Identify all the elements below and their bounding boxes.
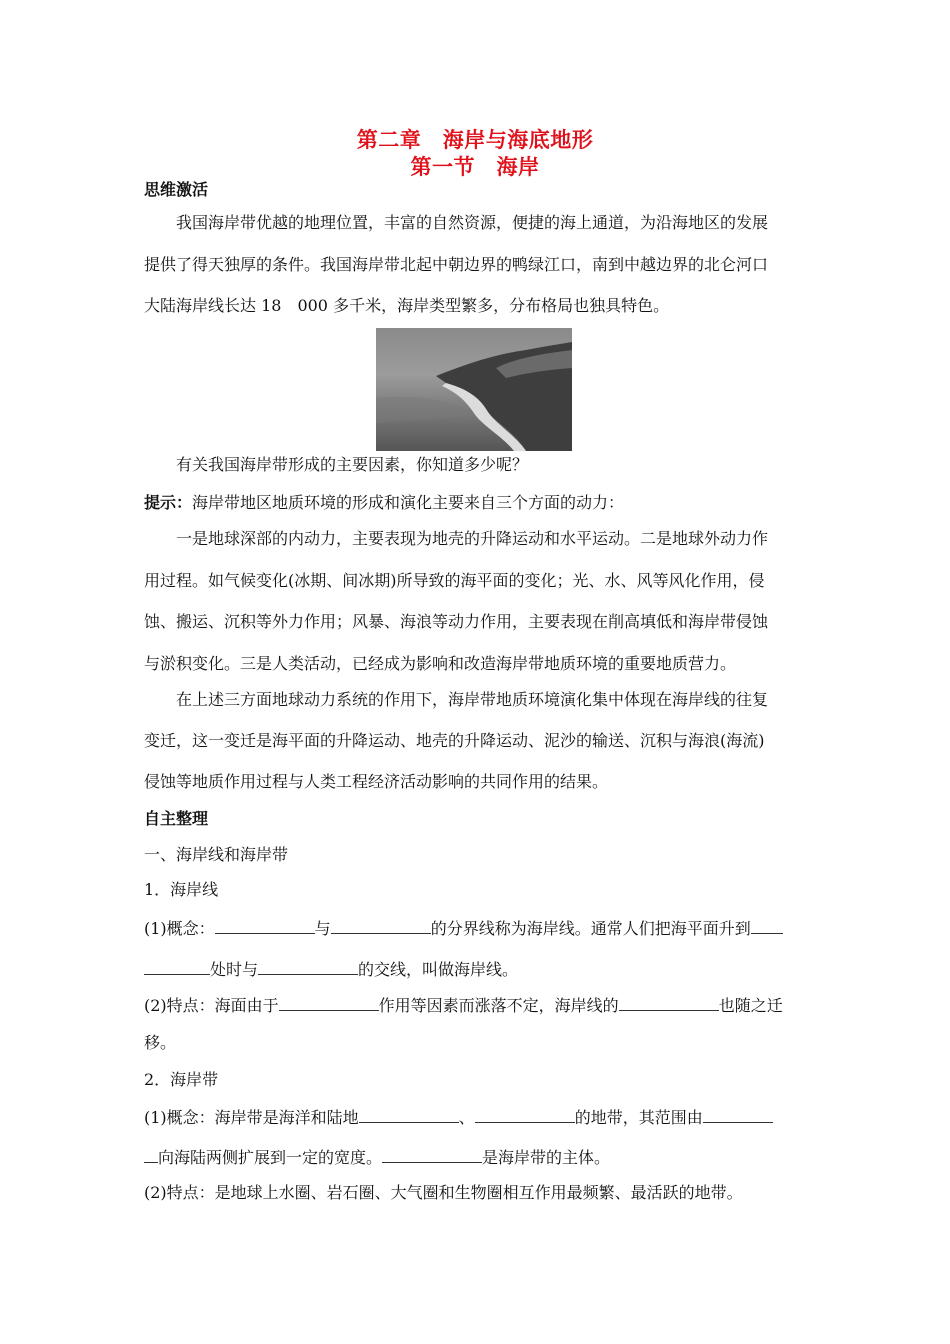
- hint-para2-line-3: 侵蚀等地质作用过程与人类工程经济活动影响的共同作用的结果。: [144, 772, 609, 791]
- thinking-para-line-3: 大陆海岸线长达 18 000 多千米，海岸类型繁多，分布格局也独具特色。: [144, 296, 670, 315]
- thinking-para-line-2: 提供了得天独厚的条件。我国海岸带北起中朝边界的鸭绿江口，南到中越边界的北仑河口: [144, 255, 769, 274]
- coastline-concept-line-2: 处时与 的交线，叫做海岸线。: [144, 958, 518, 980]
- hint-para1-line-1: 一是地球深部的内动力，主要表现为地壳的升降运动和水平运动。二是地球外动力作: [176, 529, 769, 548]
- fill-blank[interactable]: [359, 1106, 459, 1123]
- coastline-feature-line-1: (2)特点：海面由于 作用等因素而涨落不定，海岸线的 也随之迁: [144, 996, 783, 1015]
- fill-blank[interactable]: [258, 958, 358, 975]
- fill-blank[interactable]: [751, 917, 783, 934]
- coastzone-feature: (2)特点：是地球上水圈、岩石圈、大气圈和生物圈相互作用最频繁、最活跃的地带。: [144, 1183, 743, 1202]
- fill-blank[interactable]: [279, 994, 379, 1011]
- hint-para1-line-2: 用过程。如气候变化(冰期、间冰期)所导致的海平面的变化；光、水、风等风化作用，侵: [144, 571, 765, 590]
- fill-blank[interactable]: [144, 958, 210, 975]
- hint-para1-line-4: 与淤积变化。三是人类活动，已经成为影响和改造海岸带地质环境的重要地质营力。: [144, 654, 737, 673]
- coastline-photo: [376, 328, 572, 451]
- fill-blank[interactable]: [331, 917, 431, 934]
- fill-blank[interactable]: [475, 1106, 575, 1123]
- hint-label: 提示：: [144, 493, 193, 512]
- fill-blank[interactable]: [215, 917, 315, 934]
- self-sub1: 一、海岸线和海岸带: [144, 845, 289, 864]
- chapter-title: 第二章 海岸与海底地形: [356, 128, 594, 152]
- fill-blank[interactable]: [619, 994, 719, 1011]
- self-heading: 自主整理: [144, 809, 209, 828]
- coastline-feature-line-2: 移。: [144, 1033, 177, 1052]
- section-title: 第一节 海岸: [410, 155, 540, 179]
- thinking-question: 有关我国海岸带形成的主要因素，你知道多少呢？: [176, 455, 529, 474]
- thinking-para-line-1: 我国海岸带优越的地理位置，丰富的自然资源，便捷的海上通道，为沿海地区的发展: [176, 213, 769, 232]
- thinking-heading: 思维激活: [144, 180, 209, 199]
- hint-para2-line-1: 在上述三方面地球动力系统的作用下，海岸带地质环境演化集中体现在海岸线的往复: [176, 690, 769, 709]
- hint-para2-line-2: 变迁，这一变迁是海平面的升降运动、地壳的升降运动、泥沙的输送、沉积与海浪(海流): [144, 731, 765, 750]
- fill-blank[interactable]: [144, 1146, 158, 1163]
- hint-para1-line-3: 蚀、搬运、沉积等外力作用；风暴、海浪等动力作用，主要表现在削高填低和海岸带侵蚀: [144, 612, 769, 631]
- hint-intro: 海岸带地区地质环境的形成和演化主要来自三个方面的动力：: [192, 493, 625, 512]
- self-item1: 1．海岸线: [144, 880, 219, 899]
- fill-blank[interactable]: [703, 1106, 773, 1123]
- coastzone-concept-line-2: 向海陆两侧扩展到一定的宽度。 是海岸带的主体。: [144, 1146, 610, 1168]
- fill-blank[interactable]: [382, 1146, 482, 1163]
- hint-line: [144, 493, 624, 513]
- self-item2: 2．海岸带: [144, 1070, 219, 1089]
- coastline-concept-line-1: (1)概念： 与 的分界线称为海岸线。通常人们把海平面升到: [144, 917, 783, 939]
- coastzone-concept-line-1: (1)概念：海岸带是海洋和陆地 、 的地带，其范围由: [144, 1106, 773, 1128]
